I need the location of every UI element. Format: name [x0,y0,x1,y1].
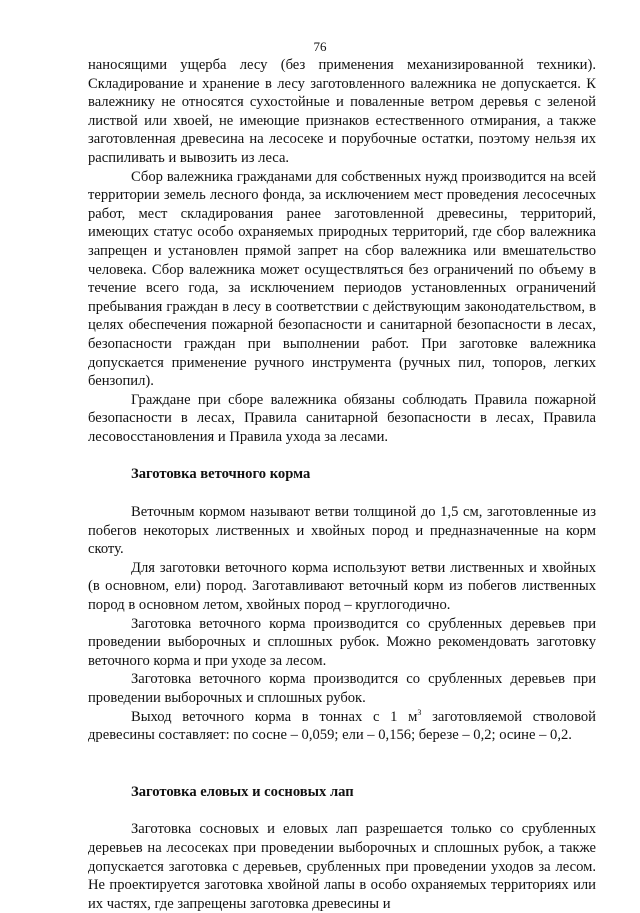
paragraph: Заготовка сосновых и еловых лап разрешается только со срубленных деревьев на лесосеках при проведении выборочных и сплошных рубок, а также допускается заготовка с деревьев, срубленных при проведении уходов за лесом. Не проектируется заготовка хвойной лапы в особо охраняемых территориях или их частях, где запрещены заготовка древесины и [88,821,596,912]
paragraph: Сбор валежника гражданами для собственных нужд производится на всей территории земель лесного фонда, за исключением мест проведения лесосечных работ, мест складирования ранее заготовленной древесины, территорий, имеющих статус особо охраняемых природных территорий, где сбор валежника запрещен и установлен прямой запрет на сбор валежника или вмешательство человека. Сбор валежника может осуществляться без ограничений по объему в течение всего года, за исключением периодов установленных ограничений пребывания граждан в лесу в соответствии с действующим законодательством, в целях обеспечения пожарной безопасности и санитарной безопасности в лесах, безопасности граждан при выполнении работ. При заготовке валежника допускается применение ручного инструмента (ручных пил, топоров, легких бензопил). [88,168,596,390]
paragraph: наносящими ущерба лесу (без применения механизированной техники). Складирование и хранение в лесу заготовленного валежника не допускается. К валежнику не относятся сухостойные и поваленные ветром деревья с зеленой листвой или хвоей, не имеющие признаков естественного отмирания, а также заготовленная древесина на лесосеке и порубочные остатки, поэтому нельзя их распиливать и вывозить из леса. [88,57,596,166]
paragraph-text: заготовляемой стволовой древесины составляет: по сосне – 0,059; ели – 0,156; березе – 0,2; осине – 0,2. [88,708,596,744]
paragraph-text: Выход веточного корма в тоннах с 1 м [131,708,418,725]
paragraph: Веточным кормом называют ветви толщиной до 1,5 см, заготовленные из побегов некоторых лиственных и хвойных пород и предназначенные на корм скоту. [88,504,596,558]
paragraph [88,708,596,745]
section-heading: Заготовка еловых и сосновых лап [131,783,354,800]
section-heading: Заготовка веточного корма [131,466,311,483]
page-body [88,56,596,913]
paragraph: Заготовка веточного корма производится со срубленных деревьев при проведении выборочных и сплошных рубок. Можно рекомендовать заготовку веточного корма и при уходе за лесом. [88,615,596,669]
paragraph: Граждане при сборе валежника обязаны соблюдать Правила пожарной безопасности в лесах, Правила санитарной безопасности в лесах, Правила лесовосстановления и Правила ухода за лесами. [88,391,596,445]
superscript: 3 [417,707,422,717]
page-number: 76 [313,39,327,54]
paragraph: Заготовка веточного корма производится со срубленных деревьев при проведении выборочных и сплошных рубок. [88,671,596,706]
paragraph: Для заготовки веточного корма используют ветви лиственных и хвойных (в основном, ели) пород. Заготавливают веточный корм из побегов лиственных пород в основном летом, хвойных пород – круглогодично. [88,559,596,614]
